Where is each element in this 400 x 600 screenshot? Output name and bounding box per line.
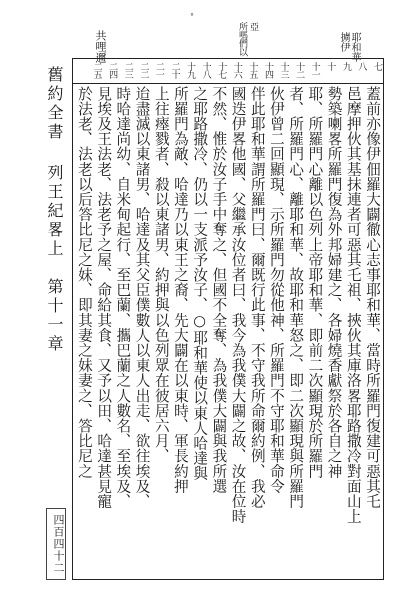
text-column: 伴此耶和華謂所羅門曰、爾既行此事、不守我所命爾約例、我必 bbox=[248, 86, 266, 509]
verse-number: 十九 bbox=[185, 62, 196, 78]
text-column bbox=[74, 86, 75, 578]
text-column: 邑摩押伙其基抹連者可惡其乇祖、挾伙其庫洛畧耶路撒冷對面山上 bbox=[344, 86, 362, 524]
verse-number: 十 bbox=[325, 62, 336, 70]
text-column: 迨盡滅以東諸男、哈達及其父臣僕數人以東人出走、欲往埃及、 bbox=[133, 86, 151, 509]
header-annotation-left: 共哩邇 bbox=[94, 30, 107, 63]
text-column: 時哈達尚幼、自米甸起行、至巴蘭、攜巴蘭之人數名、至埃及、 bbox=[114, 86, 132, 509]
verse-number: 九 bbox=[340, 62, 351, 70]
verse-number: 二五 bbox=[91, 62, 102, 78]
chapter-label: 第十一章 bbox=[45, 278, 64, 354]
text-column: 不然、惟於汝子手中奪之、但國不全奪、為我僕大闢與我所選 bbox=[210, 86, 228, 494]
verse-number: 十二 bbox=[294, 62, 305, 78]
verse-number: 十四 bbox=[262, 62, 273, 78]
header-note: 亞 bbox=[248, 22, 258, 31]
text-column: 者、所羅門心、離耶和華、故耶和華怒之、即二次顯現與所羅門 bbox=[287, 86, 305, 509]
text-column: 耶、所羅門心離以色列上帝耶和華、即前二次顯現於所羅門 bbox=[306, 86, 324, 479]
text-column: 所羅門為敵、哈達乃以東王之裔、先大闢在以東時、軍長約押 bbox=[171, 86, 189, 494]
verse-number-strip bbox=[72, 58, 384, 84]
verse-number: 十七 bbox=[216, 62, 227, 78]
verse-number: 二三 bbox=[122, 62, 133, 78]
verse-number: 二四 bbox=[107, 62, 118, 78]
page-number: 四百四十二 bbox=[52, 514, 65, 574]
verse-number: 十八 bbox=[200, 62, 211, 78]
verse-number: 七 bbox=[372, 62, 382, 70]
header-mark: 耶和華 bbox=[349, 32, 360, 62]
book-title bbox=[44, 66, 64, 581]
text-column: 上往瘞戮者、殺以東諸男、約押與以色列眾在彼居六月、 bbox=[152, 86, 170, 464]
header-mark: 擄伊 bbox=[338, 32, 349, 52]
text-column: 之耶路撒冷、仍以一支派予汝子、○耶和華使以東人哈達與 bbox=[191, 86, 209, 481]
text-column: 於法老、法老以后答比尼之妹、即其妻之妹妻之、答比尼之 bbox=[75, 86, 93, 479]
verse-number: 十六 bbox=[231, 62, 242, 78]
verse-number: 二一 bbox=[153, 62, 164, 78]
scripture-text bbox=[74, 86, 382, 578]
header-annotation-middle bbox=[236, 22, 258, 56]
verse-number: 十五 bbox=[247, 62, 258, 78]
header-bullet: ° bbox=[190, 12, 194, 21]
text-column: 國迭伊畧他國、父繼承汝位者曰、我今為我僕大闢之故、汝在位時 bbox=[229, 86, 247, 524]
verse-number: 十一 bbox=[309, 62, 320, 78]
header-note: 所嗎們以 bbox=[237, 22, 247, 56]
verse-number: 二二 bbox=[138, 62, 149, 78]
text-column: 蓋前亦像伊佃羅大闢徹心志事耶和華、當時所羅門復建可惡其乇 bbox=[364, 86, 381, 509]
text-column: 勢築喇畧所羅門復為外邦婦建之、各婦燒香獻祭於各自之神 bbox=[325, 86, 343, 479]
text-column: 伙伊曾二回顯現、示所羅門勿從他神、所羅門不守耶和華命令 bbox=[267, 86, 285, 494]
verse-number: 十三 bbox=[278, 62, 289, 78]
text-column: 見埃及王法老、法老予之屋、命給其食、又予以田、哈達甚見寵 bbox=[95, 86, 113, 509]
verse-number: 八 bbox=[356, 62, 367, 70]
verse-number: 二十 bbox=[169, 62, 180, 78]
book-name: 舊約全書 列王紀畧上 bbox=[45, 66, 64, 259]
